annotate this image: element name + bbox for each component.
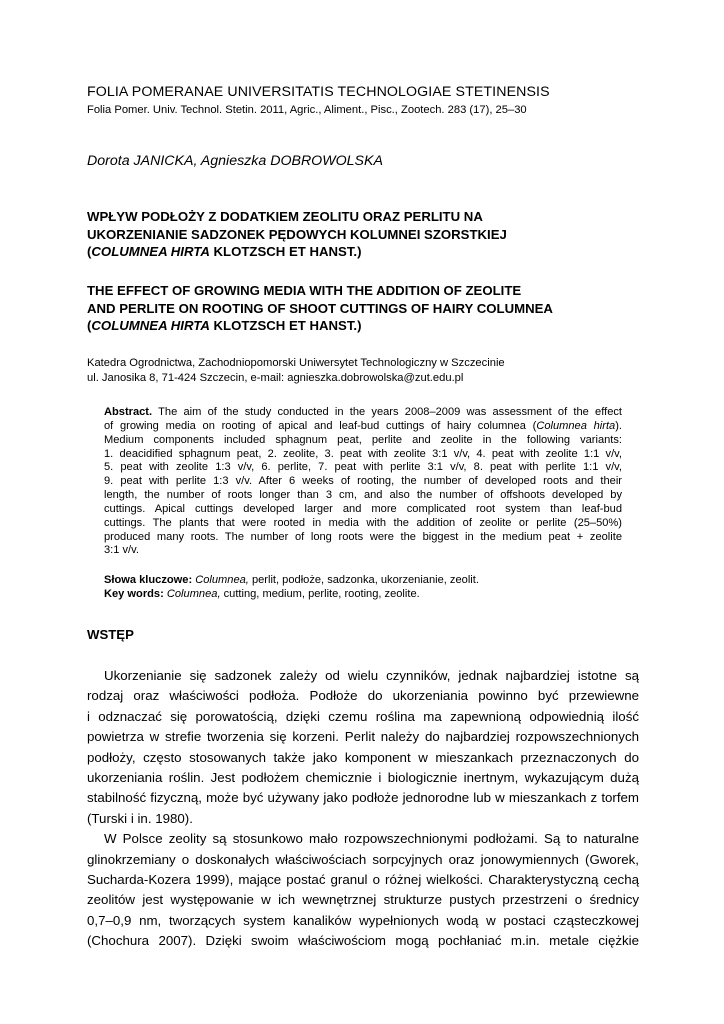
paragraph: [87, 829, 639, 951]
abstract-line: 1. deacidified sphagnum peat, 2. zeolite, 3. peat with zeolite 3:1 v/v, 4. peat with zeolite 1:1 v/v,: [104, 447, 622, 460]
abstract: [104, 406, 622, 558]
title-en-paren: (: [87, 318, 92, 333]
body-line: glinokrzemiany o doskonałych właściwościach sorpcyjnych oraz jonowymiennych (Gworek,: [87, 851, 639, 867]
abstract-line: cuttings. Apical cuttings developed larger and more complicated root system than leaf-bud: [104, 502, 622, 515]
keywords-pl-list: perlit, podłoże, sadzonka, ukorzenianie, zeolit.: [248, 574, 479, 586]
keywords-pl-genus: Columnea,: [192, 574, 249, 586]
abstract-line: [104, 406, 622, 420]
journal-citation: Folia Pomer. Univ. Technol. Stetin. 2011, Agric., Aliment., Pisc., Zootech. 283 (17), 25–30: [87, 104, 527, 116]
body-line: W Polsce zeolity są stosunkowo mało rozpowszechnionymi podłożami. Są to naturalne: [104, 831, 639, 847]
abstract-label: Abstract.: [104, 406, 153, 418]
body-line: powietrza w strefie tworzenia się korzeni. Perlit należy do najbardziej rozpowszechnionych: [87, 729, 639, 745]
body-line: i odznaczać się porowatością, dzięki czemu roślina ma zapewnioną odpowiednią ilość: [87, 708, 639, 724]
abstract-line: [104, 420, 622, 434]
title-en-authority: KLOTZSCH ET HANST.): [209, 318, 362, 333]
body-text: [87, 666, 639, 952]
title-pl-paren: (: [87, 244, 92, 259]
paragraph: [87, 666, 639, 829]
abstract-text: ).: [615, 419, 622, 432]
title-english: [87, 282, 647, 335]
body-line: rodzaj oraz właściwości podłoża. Podłoże do ukorzeniania powinno być przewiewne: [87, 688, 639, 704]
body-line: (Turski i in. 1980).: [87, 810, 193, 826]
title-pl-line-2: UKORZENIANIE SADZONEK PĘDOWYCH KOLUMNEI SZORSTKIEJ: [87, 226, 507, 242]
abstract-line: cuttings. The plants that were rooted in media with the addition of zeolite or perlite (25–50%): [104, 516, 622, 529]
affiliation-line-1: Katedra Ogrodnictwa, Zachodniopomorski Uniwersytet Technologiczny w Szczecinie: [87, 357, 505, 369]
journal-title: FOLIA POMERANAE UNIVERSITATIS TECHNOLOGIAE STETINENSIS: [87, 84, 550, 100]
body-line: ukorzeniania roślin. Jest podłożem chemicznie i biologicznie inertnym, wykazującym dużą: [87, 770, 639, 786]
affiliation: [87, 356, 505, 386]
title-polish: [87, 208, 647, 261]
body-line: Ukorzenianie się sadzonek zależy od wielu czynników, jednak najbardziej istotne są: [104, 668, 639, 683]
section-heading-introduction: WSTĘP: [87, 627, 134, 642]
authors: Dorota JANICKA, Agnieszka DOBROWOLSKA: [87, 153, 383, 169]
keywords-en-label: Key words:: [104, 588, 164, 600]
title-en-line-2: AND PERLITE ON ROOTING OF SHOOT CUTTINGS OF HAIRY COLUMNEA: [87, 300, 553, 316]
body-line: stabilność fizyczną, może być używany jako podłoże jednorodne lub w mieszankach z torfem: [87, 790, 639, 806]
abstract-line: 3:1 v/v.: [104, 544, 139, 557]
abstract-line: produced many roots. The number of long roots were the biggest in the medium peat + zeolite: [104, 530, 622, 543]
abstract-line: Medium components included sphagnum peat, perlite and zeolite in the following variants:: [104, 433, 622, 446]
abstract-species: Columnea hirta: [536, 419, 616, 432]
body-line: (Chochura 2007). Dzięki swoim właściwościom mogą pochłaniać m.in. metale ciężkie: [87, 933, 639, 949]
keywords-english: [104, 587, 479, 601]
body-line: zeolitów jest występowanie w ich wewnętrznej strukturze pustych przestrzeni o średnicy: [87, 892, 639, 908]
abstract-text: The aim of the study conducted in the years 2008–2009 was assessment of the effect: [152, 406, 622, 418]
abstract-text: of growing media on rooting of apical and leaf-bud cuttings of hairy columnea (: [104, 419, 537, 432]
keywords: [104, 573, 479, 601]
abstract-line: 9. peat with perlite 1:3 v/v. After 6 weeks of rooting, the number of developed roots and their: [104, 475, 622, 488]
body-line: podłoży, często stosowanych także jako komponent w mieszankach przeznaczonych do: [87, 749, 639, 765]
title-pl-line-1: WPŁYW PODŁOŻY Z DODATKIEM ZEOLITU ORAZ PERLITU NA: [87, 209, 483, 224]
body-line: 0,7–0,9 nm, tworzących system kanalików wypełnionych wodą w postaci cząsteczkowej: [87, 912, 639, 928]
keywords-en-genus: Columnea,: [163, 588, 221, 600]
title-en-line-1: THE EFFECT OF GROWING MEDIA WITH THE ADDITION OF ZEOLITE: [87, 283, 522, 298]
title-pl-line-3: [87, 243, 647, 261]
title-en-species: COLUMNEA HIRTA: [91, 318, 210, 333]
keywords-en-list: cutting, medium, perlite, rooting, zeolite.: [220, 588, 420, 600]
title-pl-species: COLUMNEA HIRTA: [91, 244, 210, 259]
keywords-pl-label: Słowa kluczowe:: [104, 574, 193, 586]
body-line: Sucharda-Kozera 1999), mające postać granul o różnej wielkości. Charakterystyczną cechą: [87, 872, 639, 888]
title-en-line-3: [87, 317, 647, 335]
affiliation-line-2: ul. Janosika 8, 71-424 Szczecin, e-mail: agnieszka.dobrowolska@zut.edu.pl: [87, 372, 464, 384]
abstract-line: 5. peat with zeolite 1:3 v/v, 6. perlite, 7. peat with perlite 3:1 v/v, 8. peat with perlite 1:1 v/v,: [104, 461, 622, 474]
title-pl-authority: KLOTZSCH ET HANST.): [209, 244, 362, 259]
keywords-polish: [104, 573, 479, 587]
abstract-line: length, the number of roots longer than 3 cm, and also the number of offshoots developed by: [104, 489, 622, 502]
